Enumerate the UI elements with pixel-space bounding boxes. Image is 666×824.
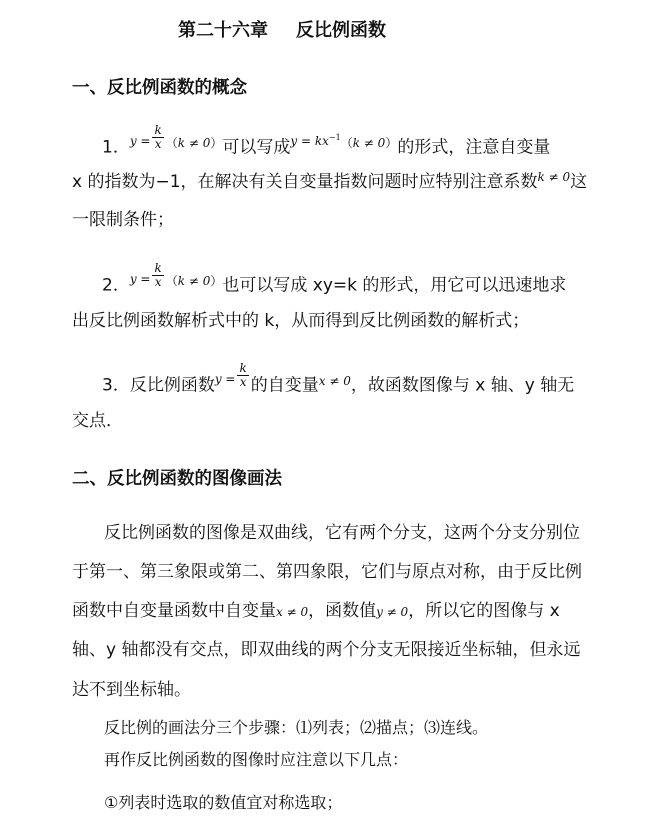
para-line-3-text-b: ，函数值 bbox=[308, 601, 377, 621]
item-1-alt-base: y = kx bbox=[290, 133, 329, 148]
item-2-denominator: x bbox=[154, 275, 162, 289]
item-3-line-2: 交点． bbox=[72, 411, 123, 431]
item-3-text-b: ，故函数图像与 x 轴、y 轴无 bbox=[350, 375, 575, 396]
item-1-cond-close: ） bbox=[210, 135, 223, 150]
section-2-para-line-1: 反比例函数的图像是双曲线，它有两个分支，这两个分支分别位 bbox=[104, 523, 580, 543]
item-1-condition: k ≠ 0 bbox=[177, 135, 211, 150]
item-2-line-1 bbox=[102, 261, 567, 299]
item-1-number: 1． bbox=[102, 137, 130, 158]
item-1-line-3: 一限制条件； bbox=[72, 210, 174, 230]
item-3-denominator: x bbox=[239, 375, 247, 389]
item-1-cond-open: （ bbox=[165, 135, 178, 150]
chapter-name: 反比例函数 bbox=[296, 20, 386, 41]
item-2-line-2: 出反比例函数解析式中的 k，从而得到反比例函数的解析式； bbox=[72, 311, 530, 331]
item-1-lhs: y = bbox=[129, 133, 151, 148]
item-1-line-2-text: x 的指数为−1，在解决有关自变量指数问题时应特别注意系数 bbox=[72, 172, 538, 192]
section-2-para-line-5: 达不到坐标轴。 bbox=[72, 680, 191, 700]
para-line-3-tail: ，所以它的图像与 x bbox=[408, 601, 560, 621]
para-line-3-text-a: 函数中自变量函数中自变量 bbox=[72, 601, 276, 621]
item-1-condition-2: k ≠ 0 bbox=[352, 135, 386, 150]
item-1-cond2-open: （ bbox=[340, 135, 353, 150]
chapter-number: 第二十六章 bbox=[178, 20, 268, 41]
item-2-number: 2． bbox=[102, 275, 130, 296]
item-1-line-2-condition: k ≠ 0 bbox=[537, 170, 571, 184]
para-line-3-cond-x: x ≠ 0 bbox=[276, 605, 309, 619]
item-3-text-a: 的自变量 bbox=[250, 375, 319, 396]
section-2-heading: 二、反比例函数的图像画法 bbox=[72, 469, 282, 489]
item-3-line-1 bbox=[102, 361, 575, 399]
item-3-numerator: k bbox=[239, 361, 247, 375]
item-1-line-1 bbox=[102, 123, 551, 161]
item-1-text-a: 可以写成 bbox=[222, 137, 291, 158]
item-2-text-a: 也可以写成 xy=k 的形式，用它可以迅速地求 bbox=[222, 275, 567, 296]
item-3-fraction bbox=[237, 362, 248, 389]
item-1-cond2-close: ） bbox=[385, 135, 398, 150]
item-3-condition: x ≠ 0 bbox=[318, 373, 351, 388]
item-2-fraction bbox=[152, 262, 163, 289]
section-2-point-1: ①列表时选取的数值宜对称选取； bbox=[104, 793, 343, 812]
item-3-prefix: 3．反比例函数 bbox=[102, 375, 215, 396]
item-1-text-b: 的形式，注意自变量 bbox=[397, 137, 551, 158]
item-1-fraction bbox=[152, 124, 163, 151]
section-2-notice: 再作反比例函数的图像时应注意以下几点： bbox=[104, 750, 409, 769]
section-1-heading: 一、反比例函数的概念 bbox=[72, 78, 247, 98]
section-2-para-line-4: 轴、y 轴都没有交点，即双曲线的两个分支无限接近坐标轴，但永远 bbox=[72, 640, 581, 660]
section-2-para-line-3 bbox=[72, 601, 560, 622]
item-1-line-2-tail: 这 bbox=[570, 172, 588, 192]
item-2-cond-close: ） bbox=[210, 273, 223, 288]
item-1-denominator: x bbox=[154, 137, 162, 151]
item-2-condition: k ≠ 0 bbox=[177, 273, 211, 288]
chapter-title bbox=[178, 16, 386, 42]
para-line-3-cond-y: y ≠ 0 bbox=[376, 605, 409, 619]
item-2-lhs: y = bbox=[129, 271, 151, 286]
item-1-line-2 bbox=[72, 172, 587, 193]
section-2-para-line-2: 于第一、第三象限或第二、第四象限，它们与原点对称，由于反比例 bbox=[72, 562, 582, 582]
section-2-steps: 反比例的画法分三个步骤：⑴列表；⑵描点；⑶连线。 bbox=[104, 718, 489, 737]
item-1-alt-form bbox=[290, 134, 340, 148]
item-1-numerator: k bbox=[154, 123, 162, 137]
item-1-alt-exponent: −1 bbox=[328, 132, 341, 142]
item-2-numerator: k bbox=[154, 261, 162, 275]
item-2-cond-open: （ bbox=[165, 273, 178, 288]
item-3-lhs: y = bbox=[214, 371, 236, 386]
